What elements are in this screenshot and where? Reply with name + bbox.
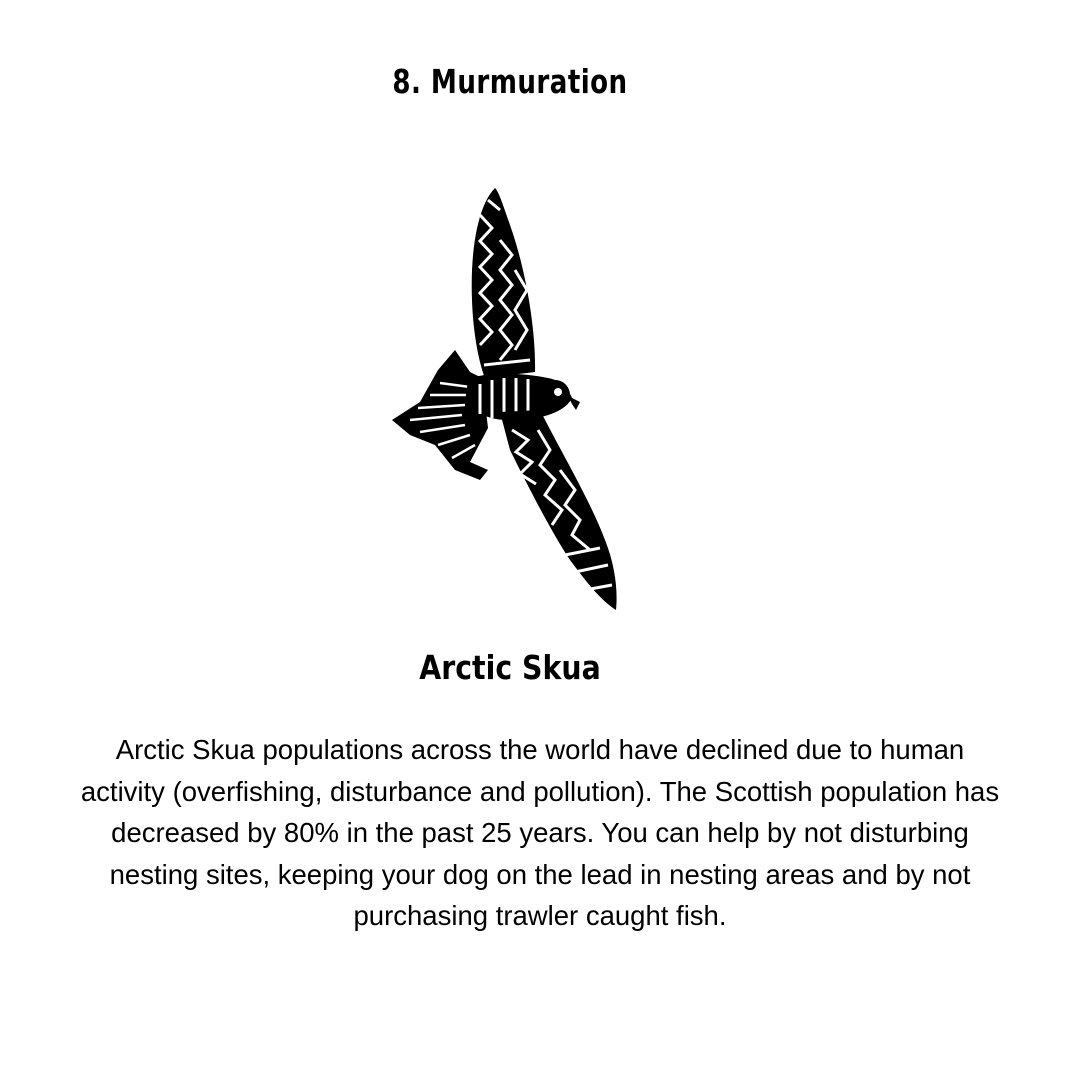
lower-wing [500, 410, 617, 610]
head [540, 380, 570, 410]
arctic-skua-bird-icon [378, 180, 628, 620]
tail [392, 350, 488, 480]
bird-description: Arctic Skua populations across the world have declined due to human activity (overfishing, disturbance and pollution). The Scottish population has decreased by 80% in the past 25 years. You can help by not disturbing nesting sites, keeping your dog on the lead in nesting areas and by not purchasing trawler caught fish. [80, 734, 1000, 931]
eye [554, 388, 562, 396]
beak [568, 396, 580, 410]
page-title: 8. Murmuration [392, 62, 628, 101]
bird-name: Arctic Skua [419, 648, 601, 687]
